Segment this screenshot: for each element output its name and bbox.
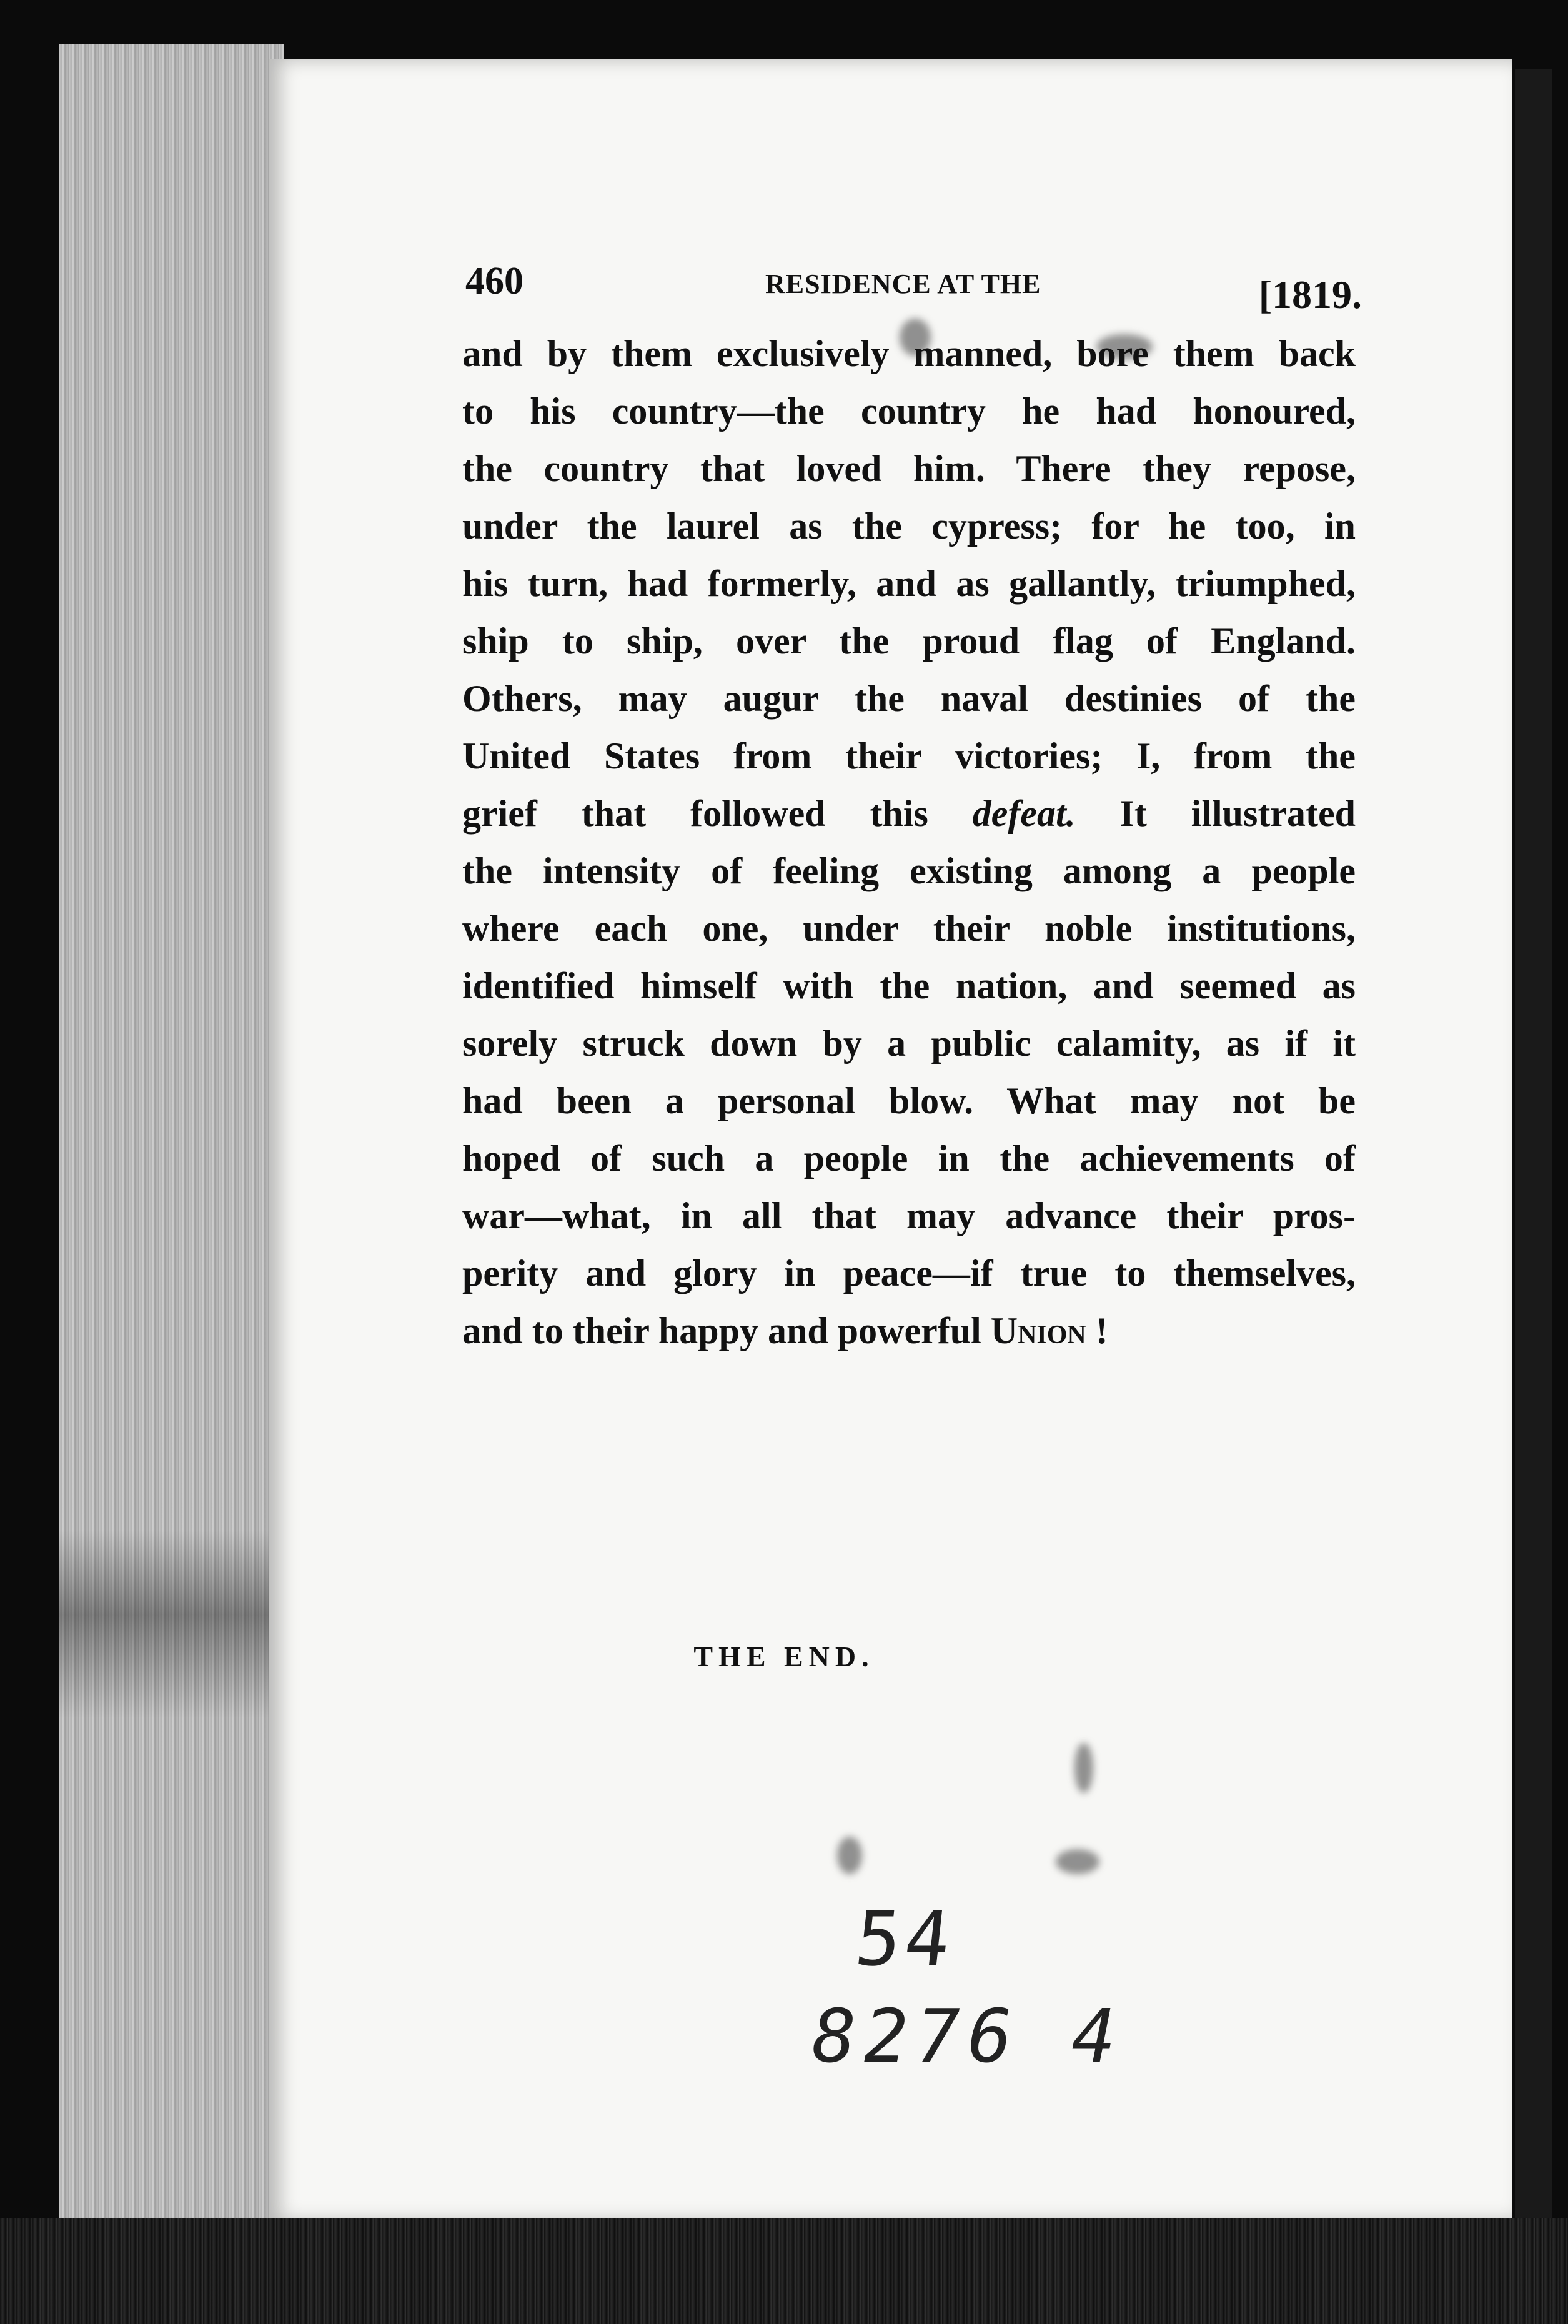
text-line-segment: grief that followed this [462,793,928,834]
scan-bottom-border [0,2218,1568,2324]
text-line: where each one, under their noble institutions, [462,908,1356,949]
text-line: perity and glory in peace—if true to themselves, [462,1253,1356,1294]
running-header [465,259,1362,315]
body-paragraph [462,325,1356,1359]
text-line-with-italic [462,785,1356,842]
ink-smudge [1056,1849,1099,1874]
page-edges [59,44,284,2218]
text-line: United States from their victories; I, from the [462,735,1356,777]
text-line: under the laurel as the cypress; for he too, in [462,505,1356,547]
running-head-year: [1819. [1258,272,1362,317]
the-end-heading: THE END. [693,1641,875,1672]
text-line: and by them exclusively manned, bore them back [462,333,1356,374]
text-line: the intensity of feeling existing among a people [462,850,1356,891]
page-edge-stain [59,1531,284,1718]
italic-word: defeat. [972,793,1076,834]
text-line: Others, may augur the naval destinies of the [462,678,1356,719]
text-line: hoped of such a people in the achievements of [462,1138,1356,1179]
text-line: the country that loved him. There they repose, [462,448,1356,489]
text-line: identified himself with the nation, and seemed as [462,965,1356,1006]
binding-shadow [1515,69,1552,2218]
page-number: 460 [465,260,523,302]
running-head-title: RESIDENCE AT THE [765,269,1041,299]
text-line: sorely struck down by a public calamity, as if it [462,1023,1356,1064]
text-line: war—what, in all that may advance their pros- [462,1195,1356,1236]
text-line-segment: ! [1086,1310,1108,1351]
text-line-segment: It illustrated [1119,793,1356,834]
text-line-segment: and to their happy and powerful [462,1310,981,1351]
handwritten-number: 54 [851,1896,958,1983]
handwritten-call-number: 8276 4 [812,1993,1124,2079]
smallcaps-word: Union [990,1310,1086,1351]
ink-smudge [837,1837,862,1874]
text-line-last [462,1302,1356,1359]
text-line: to his country—the country he had honoured, [462,390,1356,432]
text-line: had been a personal blow. What may not be [462,1080,1356,1121]
text-line: his turn, had formerly, and as gallantly, triumphed, [462,563,1356,604]
text-line: ship to ship, over the proud flag of England. [462,620,1356,662]
ink-smudge [1074,1743,1093,1793]
